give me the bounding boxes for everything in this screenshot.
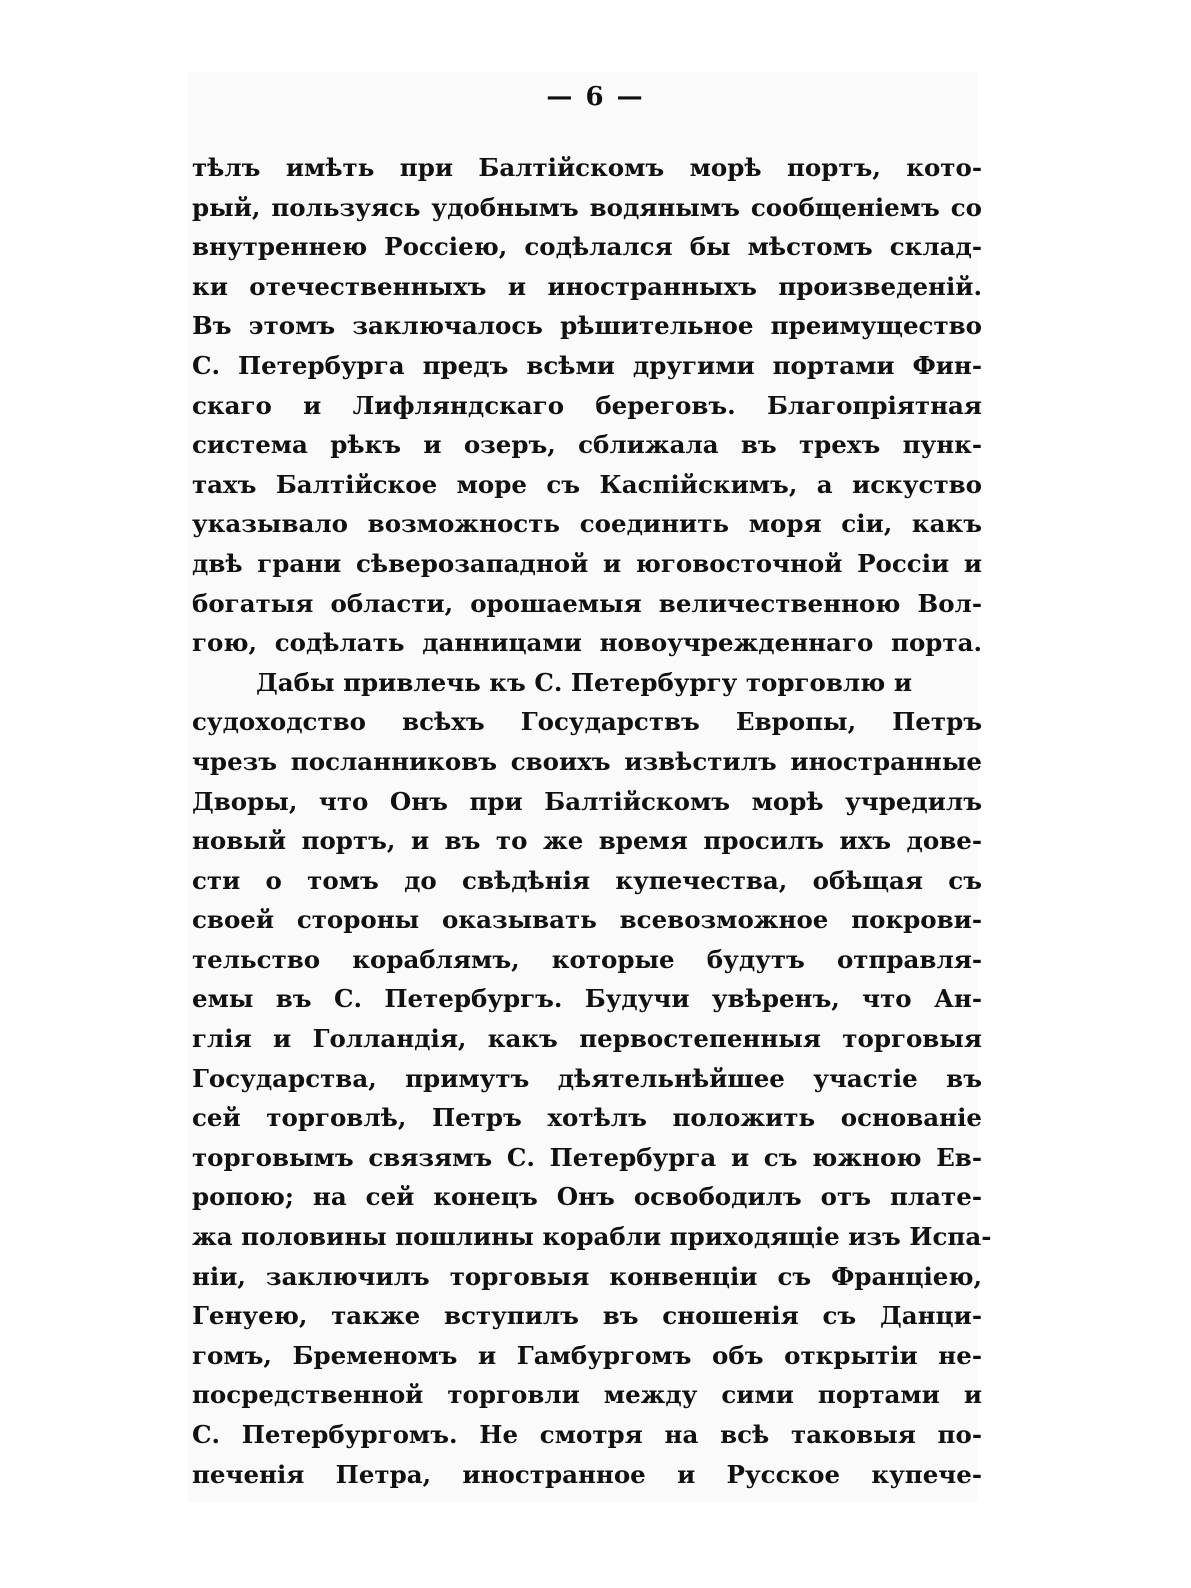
text-line: скаго и Лифляндскаго береговъ. Благопріятная	[192, 390, 982, 420]
page-text	[192, 148, 992, 1494]
text-line: Государства, примутъ дѣятельнѣйшее участіе въ	[192, 1063, 982, 1093]
text-line: посредственной торговли между сими портами и	[192, 1380, 982, 1410]
text-line: рый, пользуясь удобнымъ водянымъ сообщеніемъ со	[192, 192, 982, 222]
text-line: двѣ грани сѣверозападной и юговосточной Россіи и	[192, 548, 982, 578]
page-number: — 6 —	[546, 82, 645, 112]
text-line: судоходство всѣхъ Государствъ Европы, Петръ	[192, 707, 982, 737]
text-line: тельство кораблямъ, которые будутъ отправля-	[192, 944, 982, 974]
text-line: гою, содѣлать данницами новоучрежденнаго порта.	[192, 628, 982, 658]
text-line: С. Петербурга предъ всѣми другими портами Фин-	[192, 350, 982, 380]
text-line: жа половины пошлины корабли приходящіе изъ Испа-	[192, 1222, 992, 1252]
text-line: система рѣкъ и озеръ, сближала въ трехъ пунк-	[192, 430, 982, 460]
text-line: Въ этомъ заключалось рѣшительное преимущество	[192, 311, 982, 341]
text-line: ки отечественныхъ и иностранныхъ произведеній.	[192, 271, 982, 301]
text-line: сти о томъ до свѣдѣнія купечества, обѣщая съ	[192, 865, 982, 895]
text-line: своей стороны оказывать всевозможное покрови-	[192, 905, 982, 935]
text-line: новый портъ, и въ то же время просилъ ихъ дове-	[192, 826, 982, 856]
text-line: сей торговлѣ, Петръ хотѣлъ положить основаніе	[192, 1103, 982, 1133]
text-line: чрезъ посланниковъ своихъ извѣстилъ иностранные	[192, 746, 982, 776]
text-line: тѣлъ имѣть при Балтійскомъ морѣ портъ, кото-	[192, 153, 982, 182]
text-line: емы въ С. Петербургъ. Будучи увѣренъ, что Ан-	[192, 984, 982, 1014]
text-line: С. Петербургомъ. Не смотря на всѣ таковыя по-	[192, 1420, 982, 1449]
text-line: торговымъ связямъ С. Петербурга и съ южною Ев-	[192, 1142, 982, 1172]
text-line: Генуею, также вступилъ въ сношенія съ Данци-	[192, 1301, 982, 1331]
text-line: указывало возможность соединить моря сіи, какъ	[192, 509, 982, 539]
text-line: богатыя области, орошаемыя величественною Вол-	[192, 588, 982, 618]
text-line: тахъ Балтійское море съ Каспійскимъ, а искуство	[192, 469, 982, 499]
text-line: внутреннею Россіею, содѣлался бы мѣстомъ склад-	[192, 232, 982, 262]
text-line: глія и Голландія, какъ первостепенныя торговыя	[192, 1024, 982, 1054]
text-line: ніи, заключилъ торговыя конвенціи съ Франціею,	[192, 1261, 982, 1291]
text-line: Дворы, что Онъ при Балтійскомъ морѣ учредилъ	[192, 786, 982, 816]
text-line: ропою; на сей конецъ Онъ освободилъ отъ плате-	[192, 1182, 982, 1212]
text-line: печенія Петра, иностранное и Русское купече-	[192, 1459, 982, 1489]
paragraph-start-line: Дабы привлечь къ С. Петербургу торговлю и	[256, 667, 913, 697]
text-line: гомъ, Бременомъ и Гамбургомъ объ открытіи не-	[192, 1340, 982, 1370]
